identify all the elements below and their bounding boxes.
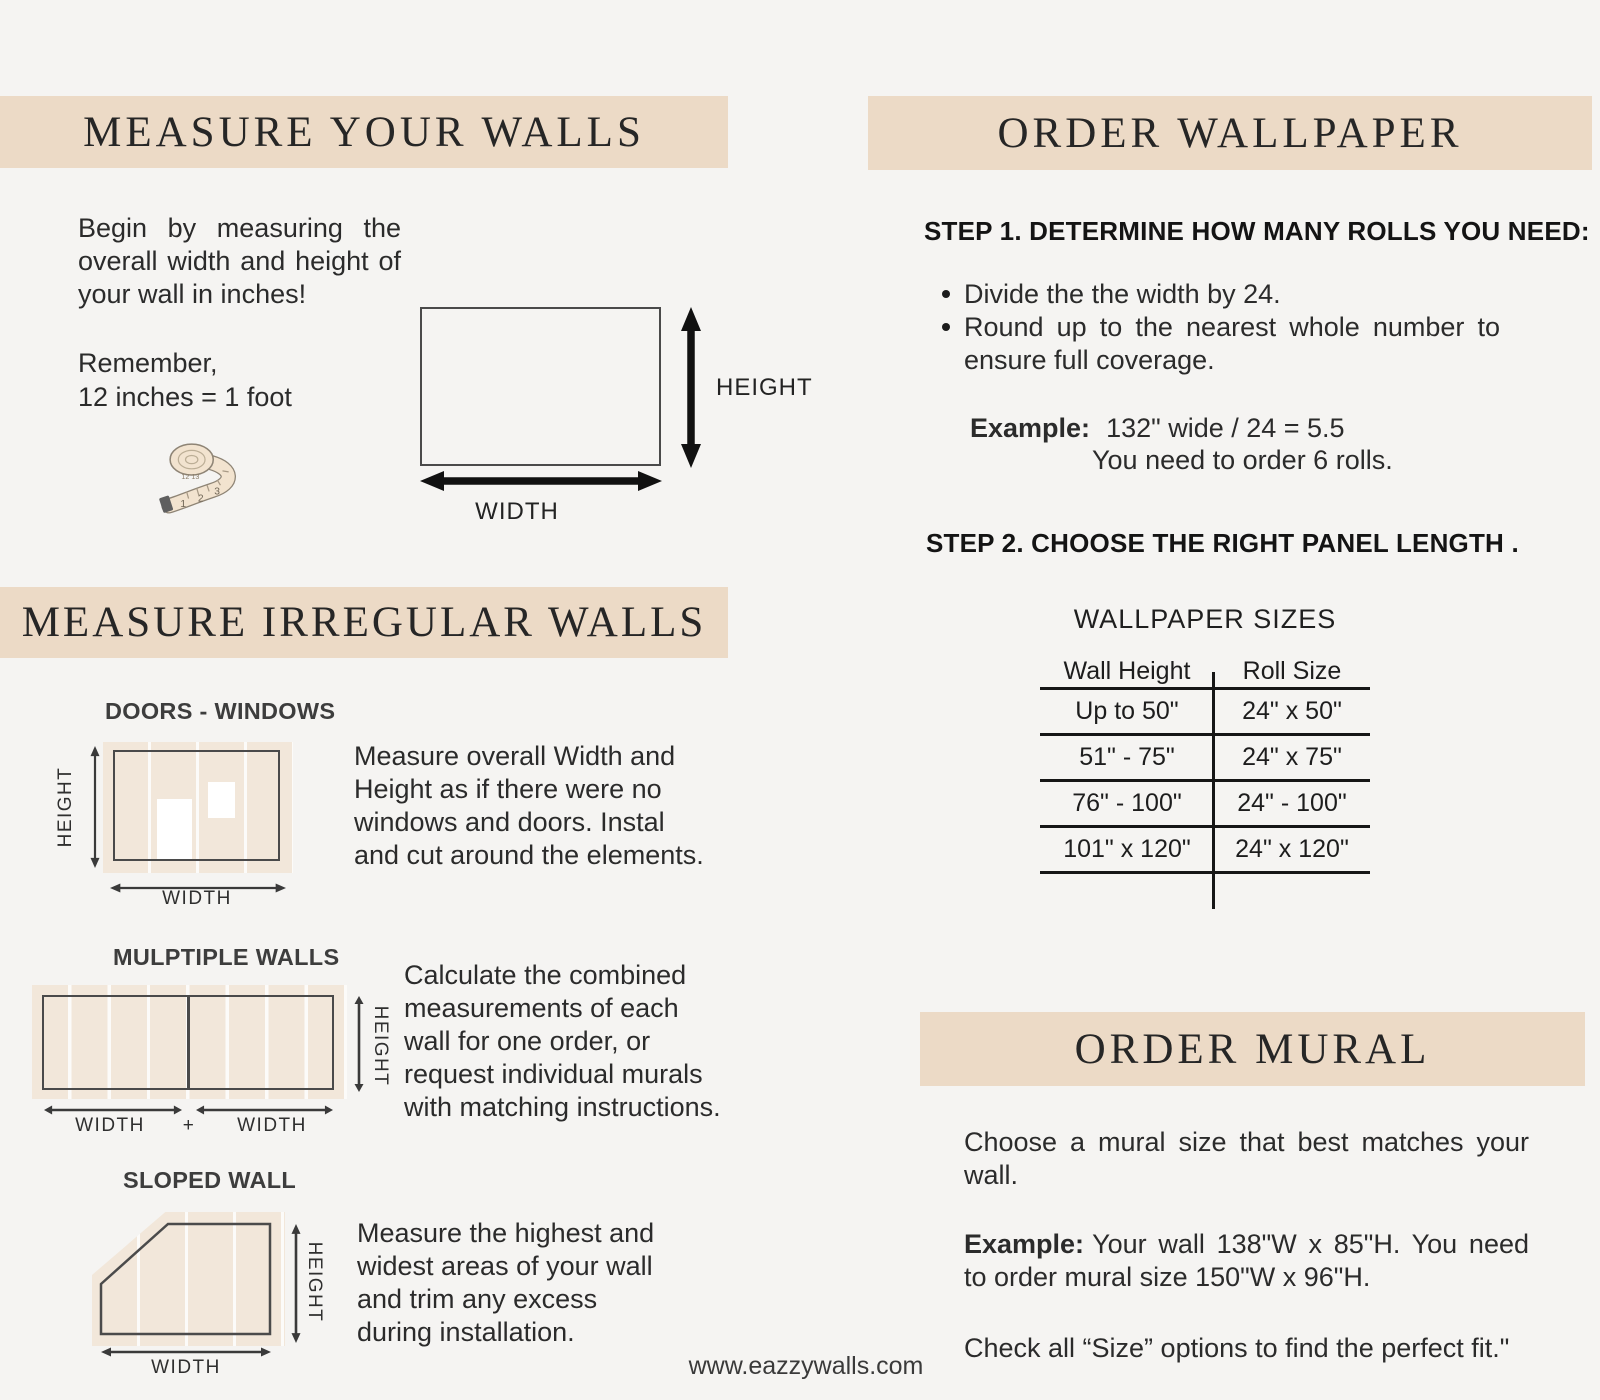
multiple-width-label-right: WIDTH xyxy=(237,1115,307,1136)
bullet-dot-icon xyxy=(942,290,950,298)
measure-walls-title: MEASURE YOUR WALLS xyxy=(83,108,645,156)
table-row xyxy=(1040,782,1370,828)
mural-example xyxy=(964,1228,1529,1294)
caption-line: wall for one order, or xyxy=(404,1026,651,1056)
caption-line: and trim any excess xyxy=(357,1284,598,1314)
example-value: 132" wide / 24 = 5.5 xyxy=(1106,413,1345,443)
caption-line: Measure the highest and xyxy=(357,1218,655,1248)
irregular-walls-title: MEASURE IRREGULAR WALLS xyxy=(21,599,707,646)
step1-bullets xyxy=(940,278,1500,377)
wall-rectangle xyxy=(420,307,661,466)
tape-measure-icon xyxy=(152,438,256,514)
cell-roll-size: 24" - 100" xyxy=(1237,789,1347,817)
svg-text:3: 3 xyxy=(214,486,220,498)
column-header-roll-size: Roll Size xyxy=(1242,657,1342,685)
cell-roll-size: 24" x 75" xyxy=(1242,743,1342,771)
sloped-width-label: WIDTH xyxy=(151,1357,221,1378)
table-header-row xyxy=(1040,656,1370,690)
measure-walls-band xyxy=(0,96,728,168)
doors-windows-label: DOORS - WINDOWS xyxy=(105,698,336,724)
example-label: Example: xyxy=(970,413,1091,443)
step2-heading: STEP 2. CHOOSE THE RIGHT PANEL LENGTH . xyxy=(926,528,1519,558)
wallpaper-sizes-title: WALLPAPER SIZES xyxy=(1073,604,1337,634)
table-row xyxy=(1040,828,1370,874)
multiple-walls-caption xyxy=(404,959,721,1124)
measure-walls-remember xyxy=(78,346,292,414)
svg-text:2: 2 xyxy=(197,493,204,505)
bullet-item xyxy=(940,311,1500,377)
mural-body: Choose a mural size that best matches your wall. xyxy=(964,1127,1529,1190)
caption-line: measurements of each xyxy=(404,993,679,1023)
table-row xyxy=(1040,690,1370,736)
svg-text:12 13: 12 13 xyxy=(181,473,200,482)
order-wallpaper-title: ORDER WALLPAPER xyxy=(997,109,1463,157)
height-arrow-icon xyxy=(677,305,705,470)
order-mural-title: ORDER MURAL xyxy=(1074,1025,1431,1073)
mural-example-label: Example: xyxy=(964,1229,1085,1259)
cell-roll-size: 24" x 50" xyxy=(1242,697,1342,725)
table-row xyxy=(1040,736,1370,782)
doors-width-label: WIDTH xyxy=(162,888,232,909)
example-result: You need to order 6 rolls. xyxy=(1092,445,1393,475)
website-url: www.eazzywalls.com xyxy=(688,1352,924,1380)
caption-line: with matching instructions. xyxy=(404,1092,721,1122)
step1-example xyxy=(970,412,1393,476)
bullet-text: Round up to the nearest whole number to ensure full coverage. xyxy=(964,312,1500,375)
caption-line: windows and doors. Instal xyxy=(354,807,665,837)
caption-line: Measure overall Width and xyxy=(354,741,676,771)
width-label: WIDTH xyxy=(475,498,559,525)
caption-line: Height as if there were no xyxy=(354,774,662,804)
sloped-wall-caption xyxy=(357,1217,654,1349)
sloped-wall-label: SLOPED WALL xyxy=(123,1167,297,1193)
caption-line: Calculate the combined xyxy=(404,960,687,990)
sloped-height-label: HEIGHT xyxy=(304,1241,325,1323)
multiple-walls-label: MULPTIPLE WALLS xyxy=(113,944,340,970)
irregular-walls-band xyxy=(0,587,728,658)
doors-height-arrow-icon xyxy=(89,746,101,868)
door-shape xyxy=(157,799,192,859)
remember-line-1: Remember, xyxy=(78,348,218,378)
height-label: HEIGHT xyxy=(716,374,813,401)
measure-walls-intro: Begin by measuring the overall width and height of your wall in inches! xyxy=(78,213,401,309)
sloped-height-arrow-icon xyxy=(290,1224,302,1343)
table-divider-line xyxy=(1212,672,1215,909)
mural-example-text: Your wall 138"W x 85"H. You need to order mural size 150"W x 96"H. xyxy=(964,1229,1529,1292)
bullet-text: Divide the the width by 24. xyxy=(964,279,1281,309)
multiple-height-label: HEIGHT xyxy=(370,1005,391,1087)
bullet-item xyxy=(940,278,1500,311)
doors-windows-caption xyxy=(354,740,704,872)
width-arrow-icon xyxy=(418,467,664,495)
cell-roll-size: 24" x 120" xyxy=(1235,835,1349,863)
sloped-wall-outline xyxy=(95,1218,275,1338)
cell-wall-height: 76" - 100" xyxy=(1072,789,1182,817)
cell-wall-height: 51" - 75" xyxy=(1079,743,1175,771)
remember-line-2: 12 inches = 1 foot xyxy=(78,382,292,412)
window-shape xyxy=(208,782,235,818)
svg-text:1: 1 xyxy=(180,498,187,510)
multiple-height-arrow-icon xyxy=(353,996,365,1092)
wall-divider-line xyxy=(187,996,190,1089)
wallpaper-sizes-table xyxy=(1040,656,1370,874)
column-header-wall-height: Wall Height xyxy=(1063,657,1191,685)
caption-line: during installation. xyxy=(357,1317,575,1347)
caption-line: and cut around the elements. xyxy=(354,840,704,870)
plus-sign: + xyxy=(182,1115,196,1136)
doors-height-label: HEIGHT xyxy=(55,766,76,848)
multiple-width-label-left: WIDTH xyxy=(75,1115,145,1136)
step1-heading: STEP 1. DETERMINE HOW MANY ROLLS YOU NEED: xyxy=(924,216,1590,246)
mural-note: Check all “Size” options to find the perfect fit." xyxy=(964,1333,1510,1363)
doors-windows-wall xyxy=(113,750,280,861)
order-mural-band xyxy=(920,1012,1585,1086)
cell-wall-height: Up to 50" xyxy=(1075,697,1179,725)
caption-line: request individual murals xyxy=(404,1059,703,1089)
caption-line: widest areas of your wall xyxy=(357,1251,653,1281)
cell-wall-height: 101" x 120" xyxy=(1063,835,1191,863)
example-line-1 xyxy=(970,412,1393,444)
order-wallpaper-band xyxy=(868,96,1592,170)
bullet-dot-icon xyxy=(942,323,950,331)
